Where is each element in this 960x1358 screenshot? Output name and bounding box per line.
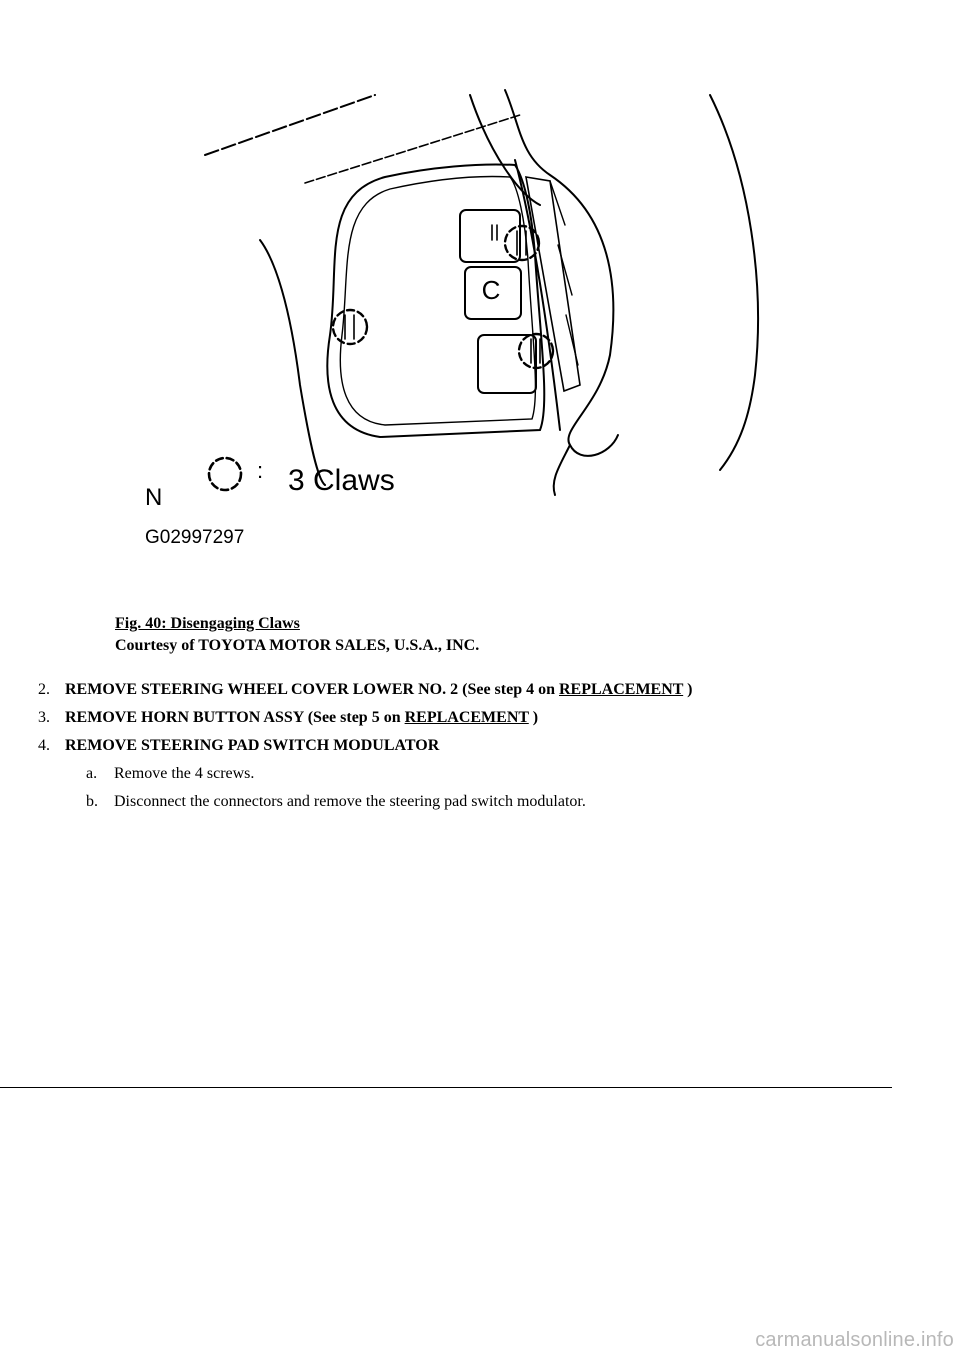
step-number: 2. xyxy=(38,681,50,698)
substep-letter: a. xyxy=(86,765,98,782)
step-text: REMOVE STEERING WHEEL COVER LOWER NO. 2 (See step 4 on xyxy=(65,681,559,698)
step-number: 4. xyxy=(38,737,50,754)
footer xyxy=(0,1320,960,1358)
replacement-link[interactable]: REPLACEMENT xyxy=(404,709,529,726)
replacement-link[interactable]: REPLACEMENT xyxy=(559,681,684,698)
disengaging-claws-figure xyxy=(140,85,780,555)
step-suffix: ) xyxy=(683,681,693,698)
button-letter-c: C xyxy=(481,275,501,305)
step-number: 3. xyxy=(38,709,50,726)
site-watermark: carmanualsonline.info xyxy=(755,1329,954,1351)
step-3 xyxy=(38,704,918,732)
figure-caption xyxy=(115,613,479,657)
step-text: REMOVE HORN BUTTON ASSY (See step 5 on xyxy=(65,709,405,726)
figure-title: Fig. 40: Disengaging Claws xyxy=(115,615,300,632)
svg-text::: : xyxy=(256,458,264,483)
substep-letter: b. xyxy=(86,793,98,810)
step-2 xyxy=(38,676,918,704)
substep-text: Remove the 4 screws. xyxy=(114,765,255,782)
page-divider xyxy=(0,1087,892,1088)
substep-text: Disconnect the connectors and remove the steering pad switch modulator. xyxy=(114,793,586,810)
orientation-mark: N xyxy=(145,484,163,511)
procedure-steps xyxy=(38,676,918,816)
figure-courtesy: Courtesy of TOYOTA MOTOR SALES, U.S.A., INC. xyxy=(115,637,480,654)
figure-code: G02997297 xyxy=(145,527,245,548)
step-4 xyxy=(38,732,918,760)
substep-b xyxy=(38,788,918,816)
substep-a xyxy=(38,760,918,788)
claw-legend-label: 3 Claws xyxy=(288,464,395,497)
step-text: REMOVE STEERING PAD SWITCH MODULATOR xyxy=(65,737,440,754)
steering-switch-drawing xyxy=(140,85,780,555)
step-suffix: ) xyxy=(528,709,539,726)
